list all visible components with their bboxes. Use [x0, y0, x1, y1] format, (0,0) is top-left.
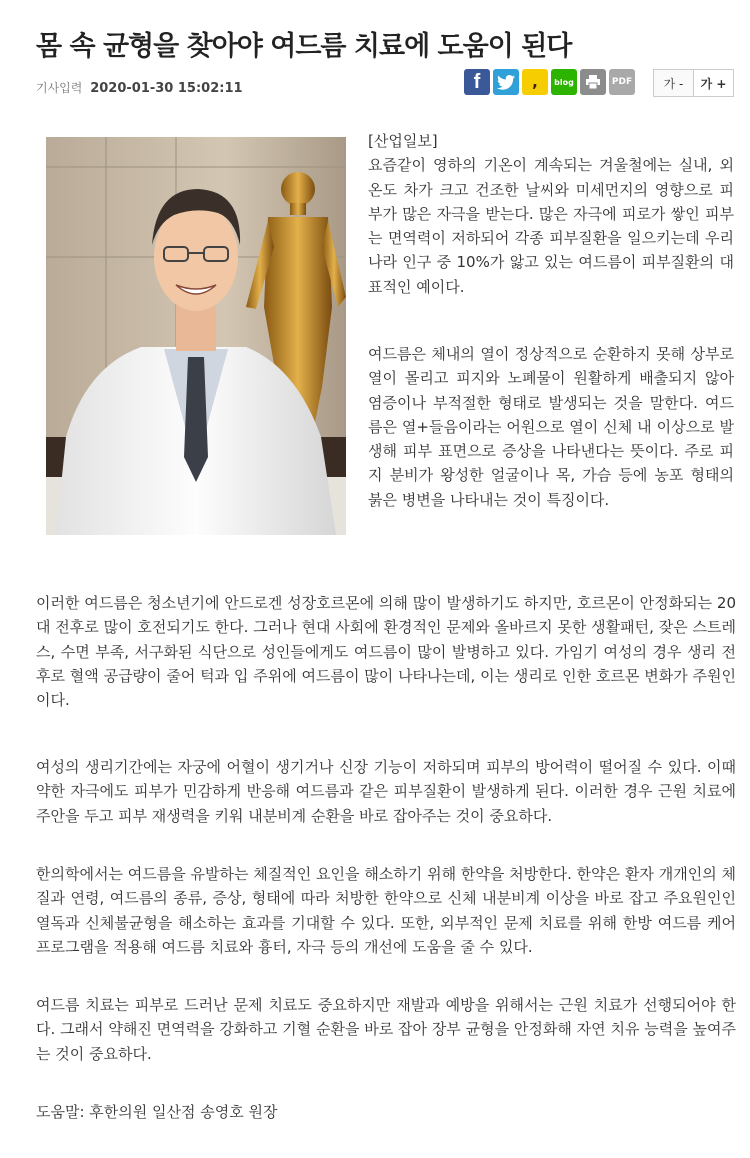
kakaostory-share-button[interactable] [522, 69, 548, 95]
font-increase-button[interactable]: 가 + [693, 70, 733, 96]
paragraph-6: 여드름 치료는 피부로 드러난 문제 치료도 중요하지만 재발과 예방을 위해서는 근원 치료가 선행되어야 한다. 그래서 약해진 면역력을 강화하고 기혈 순환을 바로 잡아 장부 균형을 안정화해 자연 치유 능력을 높여주는 것이 중요하다. [36, 996, 736, 1063]
twitter-share-button[interactable] [493, 69, 519, 95]
publish-date: 2020-01-30 15:02:11 [90, 81, 243, 96]
paragraph-5: 한의학에서는 여드름을 유발하는 체질적인 요인을 해소하기 위해 한약을 처방한다. 한약은 환자 개개인의 체질과 연령, 여드름의 종류, 증상, 형태에 따라 처방한 한약으로 신체 내분비계 이상을 바로 잡고 주요원인인 열독과 신체불균형을 해소하는 효과를 기대할 수 있다. 또한, 외부적인 문제 치료를 위해 한방 여드름 케어 프로그램을 적용해 여드름 치료와 흉터, 자극 등의 개선에 도움을 줄 수 있다. [36, 865, 736, 956]
twitter-bird-icon [497, 75, 515, 90]
paragraph-intro [368, 129, 734, 299]
pdf-icon: PDF [611, 77, 633, 87]
blog-share-button[interactable] [551, 69, 577, 95]
font-size-controls [653, 69, 734, 97]
paragraph-2: 여드름은 체내의 열이 정상적으로 순환하지 못해 상부로 열이 몰리고 피지와 노폐물이 원활하게 배출되지 않아 염증이나 부적절한 형태로 발생되는 것을 말한다. 여드름은 열+들음이라는 어원으로 열이 신체 내 이상으로 발생해 피부 표면으로 증상을 나타낸다는 뜻이다. 주로 피지 분비가 왕성한 얼굴이나 목, 가슴 등에 농포 형태의 붉은 병변을 나타내는 것이 특징이다. [368, 345, 734, 509]
article-meta [36, 79, 243, 96]
news-source: [산업일보] [368, 132, 438, 150]
credit-line: 도움말: 후한의원 일산점 송영호 원장 [36, 1103, 278, 1121]
date-label: 기사입력 [36, 81, 83, 95]
article-title: 몸 속 균형을 찾아야 여드름 치료에 도움이 된다 [36, 31, 572, 62]
paragraph-3: 이러한 여드름은 청소년기에 안드로겐 성장호르몬에 의해 많이 발생하기도 하지만, 호르몬이 안정화되는 20대 전후로 많이 호전되기도 한다. 그러나 현대 사회에 환경적인 문제와 올바르지 못한 생활패턴, 잦은 스트레스, 수면 부족, 서구화된 식단으로 성인들에게도 여드름이 많이 발병하고 있다. 가임기 여성의 경우 생리 전후로 혈액 공급량이 줄어 턱과 입 주위에 여드름이 많이 나타나는데, 이는 생리로 인한 호르몬 변화가 주원인이다. [36, 594, 736, 710]
print-button[interactable] [580, 69, 606, 95]
blog-icon: blog [554, 77, 574, 87]
paragraph-1-text: 요즘같이 영하의 기온이 계속되는 겨울철에는 실내, 외 온도 차가 크고 건조한 날씨와 미세먼지의 영향으로 피부가 많은 자극을 받는다. 많은 자극에 피로가 쌓인 피부는 면역력이 저하되어 각종 피부질환을 일으키는데 우리나라 인구 중 10%가 앓고 있는 여드름이 피부질환의 대표적인 예이다. [368, 156, 734, 296]
kakaostory-icon: , [532, 73, 538, 91]
doctor-photo [46, 137, 346, 535]
share-toolbar [464, 69, 635, 95]
facebook-icon: f [473, 70, 481, 93]
printer-icon [585, 74, 601, 90]
facebook-share-button[interactable] [464, 69, 490, 95]
pdf-button[interactable] [609, 69, 635, 95]
font-decrease-button[interactable]: 가 - [654, 70, 693, 96]
paragraph-4: 여성의 생리기간에는 자궁에 어혈이 생기거나 신장 기능이 저하되며 피부의 방어력이 떨어질 수 있다. 이때 약한 자극에도 피부가 민감하게 반응해 여드름과 같은 피부질환이 발생하게 된다. 이러한 경우 근원 치료에 주안을 두고 피부 재생력을 키워 내분비계 순환을 바로 잡아주는 것이 중요하다. [36, 758, 736, 825]
